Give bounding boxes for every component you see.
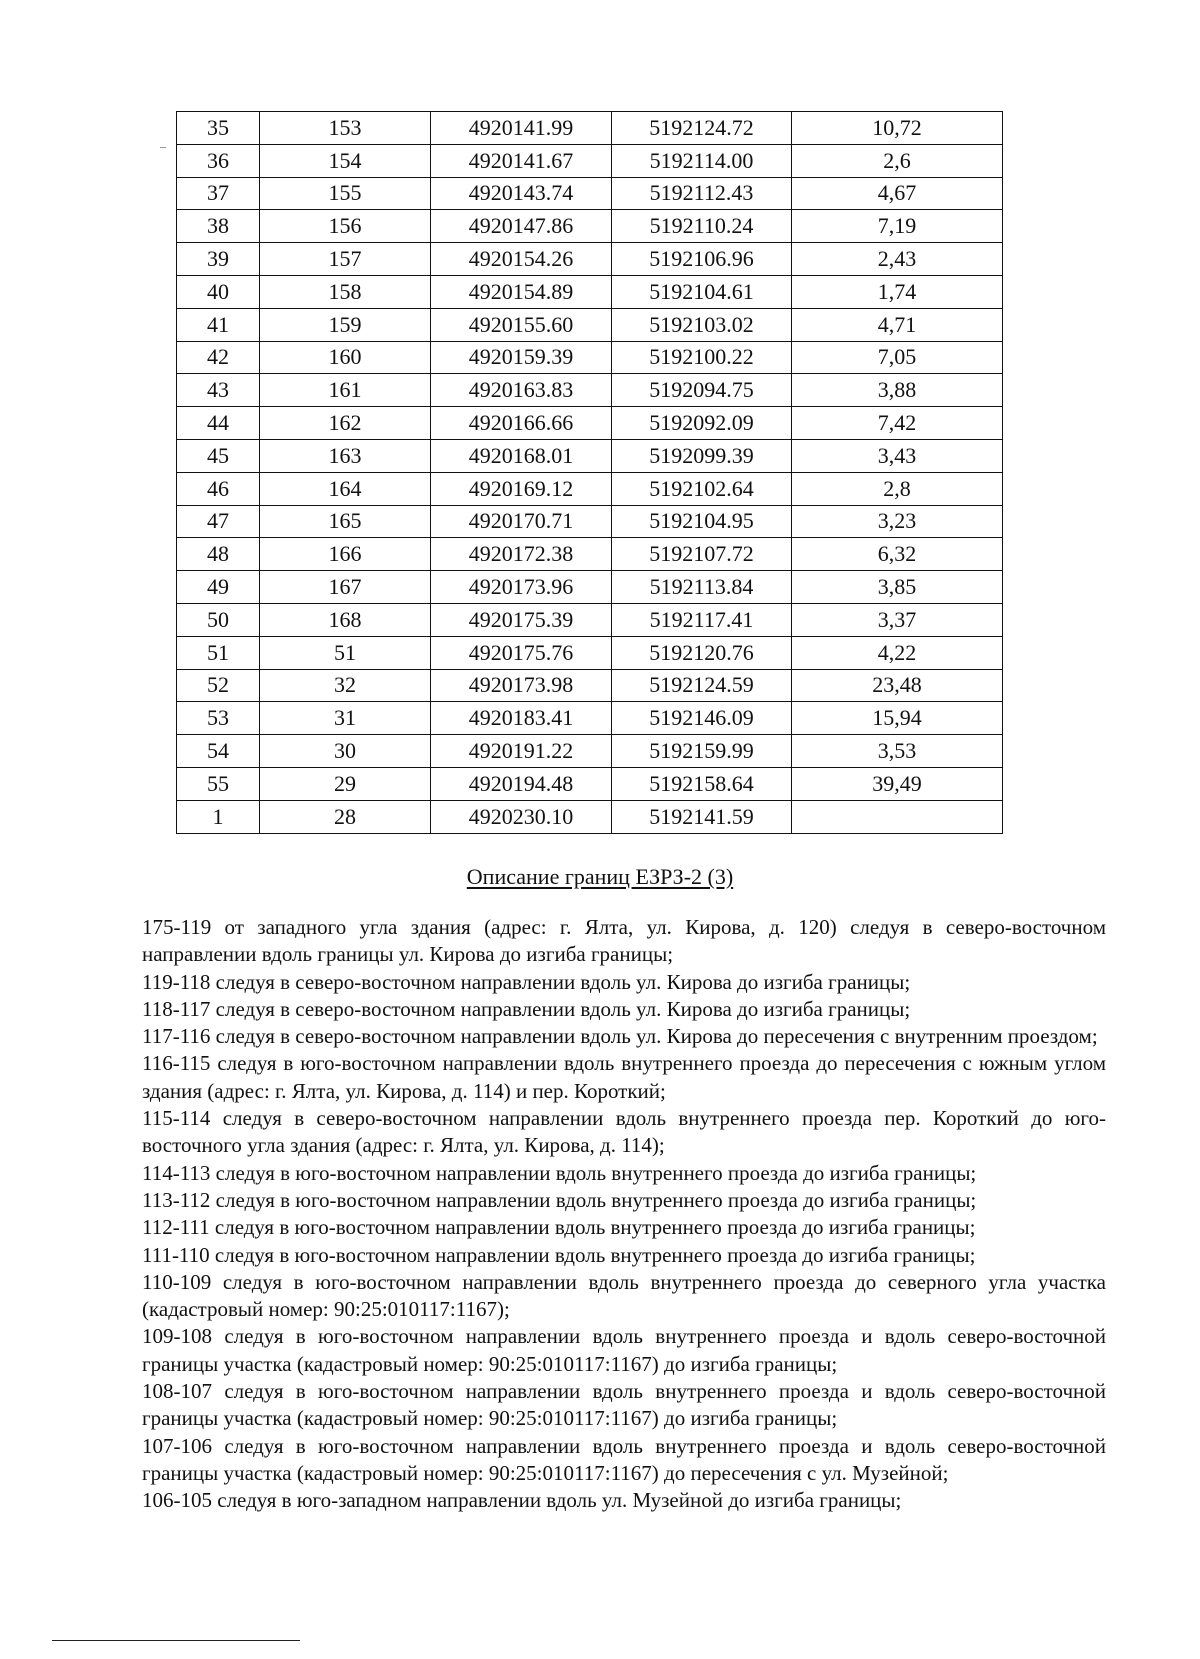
row-number-cell: 47 (177, 505, 260, 538)
y-coordinate-cell: 5192104.95 (612, 505, 792, 538)
x-coordinate-cell: 4920154.26 (431, 243, 612, 276)
row-number-cell: 53 (177, 702, 260, 735)
distance-cell: 3,23 (792, 505, 1003, 538)
point-number-cell: 160 (260, 341, 431, 374)
distance-cell: 7,19 (792, 210, 1003, 243)
point-number-cell: 161 (260, 374, 431, 407)
boundary-segment-paragraph: 112-111 следуя в юго-восточном направлении вдоль внутреннего проезда до изгиба границы; (142, 1215, 976, 1240)
y-coordinate-cell: 5192141.59 (612, 800, 792, 833)
distance-cell: 3,43 (792, 439, 1003, 472)
distance-cell: 3,53 (792, 735, 1003, 768)
boundary-segment-paragraph: 116-115 следуя в юго-восточном направлении вдоль внутреннего проезда до пересечения с южным углом здания (адрес: г. Ялта, ул. Кирова, д. 114) и пер. Короткий; (142, 1051, 1106, 1103)
boundary-segment-paragraph: 113-112 следуя в юго-восточном направлении вдоль внутреннего проезда до изгиба границы; (142, 1187, 977, 1212)
x-coordinate-cell: 4920191.22 (431, 735, 612, 768)
table-row (177, 112, 1003, 145)
point-number-cell: 51 (260, 636, 431, 669)
x-coordinate-cell: 4920172.38 (431, 538, 612, 571)
point-number-cell: 156 (260, 210, 431, 243)
distance-cell: 2,43 (792, 243, 1003, 276)
y-coordinate-cell: 5192124.59 (612, 669, 792, 702)
point-number-cell: 154 (260, 144, 431, 177)
distance-cell: 3,88 (792, 374, 1003, 407)
x-coordinate-cell: 4920141.99 (431, 112, 612, 145)
boundary-segment-paragraph: 111-110 следуя в юго-восточном направлении вдоль внутреннего проезда до изгиба границы; (142, 1242, 976, 1267)
table-row (177, 472, 1003, 505)
distance-cell: 4,67 (792, 177, 1003, 210)
y-coordinate-cell: 5192110.24 (612, 210, 792, 243)
margin-tick (160, 147, 166, 148)
y-coordinate-cell: 5192114.00 (612, 144, 792, 177)
x-coordinate-cell: 4920194.48 (431, 767, 612, 800)
table-row (177, 702, 1003, 735)
distance-cell: 3,85 (792, 571, 1003, 604)
coordinates-table (176, 111, 1003, 834)
boundary-segment-paragraph: 114-113 следуя в юго-восточном направлении вдоль внутреннего проезда до изгиба границы; (142, 1160, 977, 1185)
distance-cell: 10,72 (792, 112, 1003, 145)
x-coordinate-cell: 4920175.39 (431, 603, 612, 636)
y-coordinate-cell: 5192159.99 (612, 735, 792, 768)
y-coordinate-cell: 5192158.64 (612, 767, 792, 800)
x-coordinate-cell: 4920175.76 (431, 636, 612, 669)
table-row (177, 439, 1003, 472)
distance-cell: 4,71 (792, 308, 1003, 341)
distance-cell: 15,94 (792, 702, 1003, 735)
x-coordinate-cell: 4920173.98 (431, 669, 612, 702)
boundary-segment-paragraph: 108-107 следуя в юго-восточном направлении вдоль внутреннего проезда и вдоль северо-восточной границы участка (кадастровый номер: 90:25:010117:1167) до изгиба границы; (142, 1379, 1106, 1431)
distance-cell: 1,74 (792, 275, 1003, 308)
point-number-cell: 32 (260, 669, 431, 702)
y-coordinate-cell: 5192099.39 (612, 439, 792, 472)
x-coordinate-cell: 4920154.89 (431, 275, 612, 308)
distance-cell: 23,48 (792, 669, 1003, 702)
x-coordinate-cell: 4920163.83 (431, 374, 612, 407)
row-number-cell: 35 (177, 112, 260, 145)
coordinates-table-body (177, 112, 1003, 834)
distance-cell: 39,49 (792, 767, 1003, 800)
y-coordinate-cell: 5192103.02 (612, 308, 792, 341)
distance-cell: 4,22 (792, 636, 1003, 669)
point-number-cell: 163 (260, 439, 431, 472)
x-coordinate-cell: 4920183.41 (431, 702, 612, 735)
table-row (177, 374, 1003, 407)
distance-cell: 6,32 (792, 538, 1003, 571)
boundary-segment-paragraph: 106-105 следуя в юго-западном направлении вдоль ул. Музейной до изгиба границы; (142, 1488, 902, 1513)
row-number-cell: 50 (177, 603, 260, 636)
row-number-cell: 43 (177, 374, 260, 407)
row-number-cell: 45 (177, 439, 260, 472)
table-row (177, 177, 1003, 210)
point-number-cell: 30 (260, 735, 431, 768)
section-title: Описание границ ЕЗРЗ-2 (3) (466, 864, 734, 889)
boundary-segment-paragraph: 109-108 следуя в юго-восточном направлении вдоль внутреннего проезда и вдоль северо-восточной границы участка (кадастровый номер: 90:25:010117:1167) до изгиба границы; (142, 1324, 1106, 1376)
x-coordinate-cell: 4920169.12 (431, 472, 612, 505)
distance-cell: 3,37 (792, 603, 1003, 636)
table-row (177, 308, 1003, 341)
x-coordinate-cell: 4920141.67 (431, 144, 612, 177)
boundary-segment-paragraph: 110-109 следуя в юго-восточном направлении вдоль внутреннего проезда до северного угла участка (кадастровый номер: 90:25:010117:1167); (142, 1269, 1106, 1322)
row-number-cell: 52 (177, 669, 260, 702)
boundary-segment-paragraph: 175-119 от западного угла здания (адрес: г. Ялта, ул. Кирова, д. 120) следуя в северо-восточном направлении вдоль границы ул. Кирова до изгиба границы; (142, 915, 1106, 967)
y-coordinate-cell: 5192106.96 (612, 243, 792, 276)
point-number-cell: 166 (260, 538, 431, 571)
table-row (177, 341, 1003, 374)
row-number-cell: 46 (177, 472, 260, 505)
row-number-cell: 36 (177, 144, 260, 177)
table-row (177, 210, 1003, 243)
boundary-segment-paragraph: 118-117 следуя в северо-восточном направлении вдоль ул. Кирова до изгиба границы; (142, 996, 911, 1021)
row-number-cell: 44 (177, 407, 260, 440)
y-coordinate-cell: 5192146.09 (612, 702, 792, 735)
table-row (177, 538, 1003, 571)
y-coordinate-cell: 5192107.72 (612, 538, 792, 571)
x-coordinate-cell: 4920168.01 (431, 439, 612, 472)
point-number-cell: 158 (260, 275, 431, 308)
table-row (177, 144, 1003, 177)
table-row (177, 636, 1003, 669)
boundary-segment-paragraph: 107-106 следуя в юго-восточном направлении вдоль внутреннего проезда и вдоль северо-восточной границы участка (кадастровый номер: 90:25:010117:1167) до пересечения с ул. Музейной; (142, 1433, 1106, 1485)
boundary-segment-paragraph: 115-114 следуя в северо-восточном направлении вдоль внутреннего проезда пер. Короткий до юго-восточного угла здания (адрес: г. Ялта, ул. Кирова, д. 114); (142, 1106, 1106, 1158)
table-row (177, 571, 1003, 604)
point-number-cell: 167 (260, 571, 431, 604)
distance-cell: 2,6 (792, 144, 1003, 177)
boundary-segment-paragraph: 117-116 следуя в северо-восточном направлении вдоль ул. Кирова до пересечения с внутренним проездом; (142, 1024, 1098, 1049)
table-row (177, 407, 1003, 440)
x-coordinate-cell: 4920170.71 (431, 505, 612, 538)
point-number-cell: 28 (260, 800, 431, 833)
table-row (177, 767, 1003, 800)
point-number-cell: 29 (260, 767, 431, 800)
x-coordinate-cell: 4920173.96 (431, 571, 612, 604)
x-coordinate-cell: 4920159.39 (431, 341, 612, 374)
row-number-cell: 54 (177, 735, 260, 768)
table-row (177, 603, 1003, 636)
table-row (177, 800, 1003, 833)
x-coordinate-cell: 4920143.74 (431, 177, 612, 210)
y-coordinate-cell: 5192124.72 (612, 112, 792, 145)
y-coordinate-cell: 5192104.61 (612, 275, 792, 308)
distance-cell: 7,42 (792, 407, 1003, 440)
row-number-cell: 51 (177, 636, 260, 669)
table-row (177, 243, 1003, 276)
distance-cell: 2,8 (792, 472, 1003, 505)
y-coordinate-cell: 5192117.41 (612, 603, 792, 636)
row-number-cell: 41 (177, 308, 260, 341)
x-coordinate-cell: 4920230.10 (431, 800, 612, 833)
table-row (177, 505, 1003, 538)
x-coordinate-cell: 4920147.86 (431, 210, 612, 243)
point-number-cell: 155 (260, 177, 431, 210)
y-coordinate-cell: 5192112.43 (612, 177, 792, 210)
row-number-cell: 1 (177, 800, 260, 833)
y-coordinate-cell: 5192100.22 (612, 341, 792, 374)
y-coordinate-cell: 5192094.75 (612, 374, 792, 407)
distance-cell: 7,05 (792, 341, 1003, 374)
footer-rule (52, 1640, 300, 1641)
y-coordinate-cell: 5192102.64 (612, 472, 792, 505)
row-number-cell: 40 (177, 275, 260, 308)
x-coordinate-cell: 4920166.66 (431, 407, 612, 440)
table-row (177, 275, 1003, 308)
point-number-cell: 165 (260, 505, 431, 538)
row-number-cell: 39 (177, 243, 260, 276)
boundary-description (142, 914, 1106, 1515)
row-number-cell: 55 (177, 767, 260, 800)
y-coordinate-cell: 5192120.76 (612, 636, 792, 669)
row-number-cell: 49 (177, 571, 260, 604)
table-row (177, 735, 1003, 768)
row-number-cell: 37 (177, 177, 260, 210)
row-number-cell: 42 (177, 341, 260, 374)
point-number-cell: 153 (260, 112, 431, 145)
point-number-cell: 162 (260, 407, 431, 440)
point-number-cell: 164 (260, 472, 431, 505)
point-number-cell: 31 (260, 702, 431, 735)
point-number-cell: 159 (260, 308, 431, 341)
x-coordinate-cell: 4920155.60 (431, 308, 612, 341)
y-coordinate-cell: 5192113.84 (612, 571, 792, 604)
y-coordinate-cell: 5192092.09 (612, 407, 792, 440)
row-number-cell: 48 (177, 538, 260, 571)
distance-cell (792, 800, 1003, 833)
table-row (177, 669, 1003, 702)
point-number-cell: 157 (260, 243, 431, 276)
point-number-cell: 168 (260, 603, 431, 636)
boundary-segment-paragraph: 119-118 следуя в северо-восточном направлении вдоль ул. Кирова до изгиба границы; (142, 969, 911, 994)
row-number-cell: 38 (177, 210, 260, 243)
